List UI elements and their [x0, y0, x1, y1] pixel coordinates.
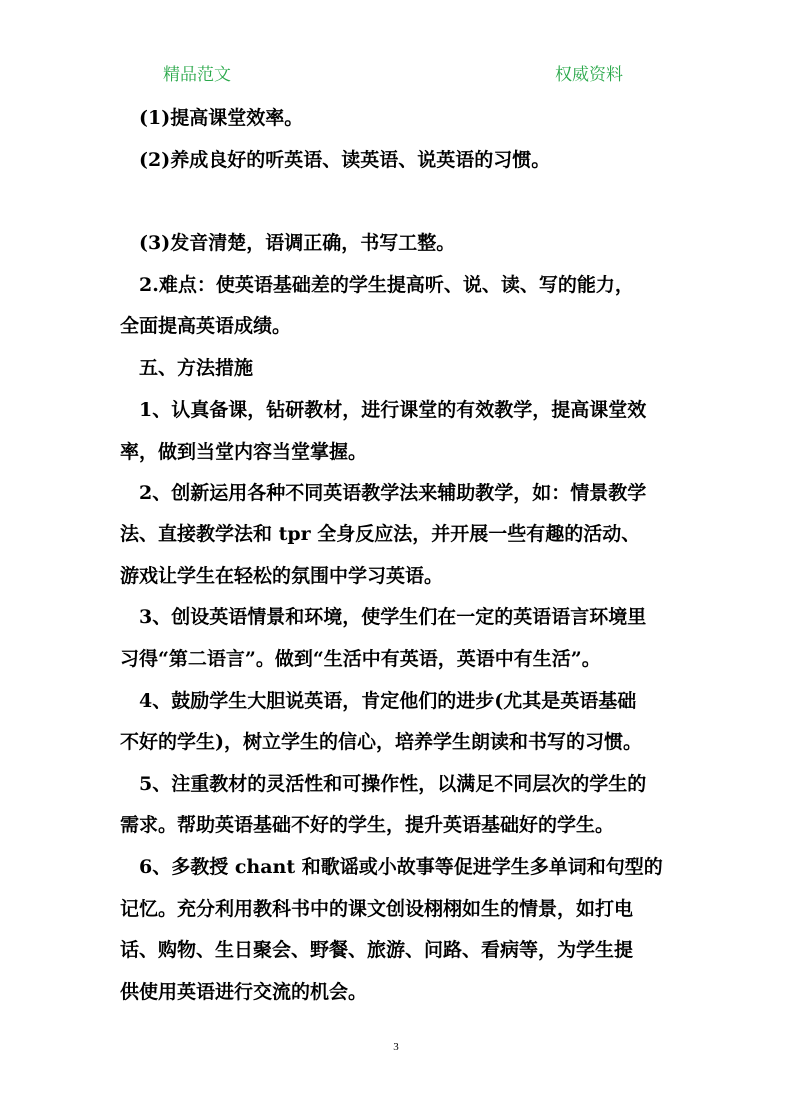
text-line: 全面提高英语成绩。 — [120, 315, 292, 337]
text-line: (3)发音清楚，语调正确，书写工整。 — [120, 232, 456, 254]
text-line: (1)提高课堂效率。 — [120, 107, 304, 129]
header-right-label: 权威资料 — [555, 65, 623, 85]
section-heading: 五、方法措施 — [120, 357, 254, 379]
text-line: 2、创新运用各种不同英语教学法来辅助教学，如：情景教学 — [120, 482, 647, 504]
text-line: 6、多教授 chant 和歌谣或小故事等促进学生多单词和句型的 — [120, 856, 663, 878]
text-line: 1、认真备课，钻研教材，进行课堂的有效教学，提高课堂效 — [120, 399, 647, 421]
header-left-label: 精品范文 — [163, 65, 231, 85]
text-line: 游戏让学生在轻松的氛围中学习英语。 — [120, 565, 444, 587]
text-line: 2.难点：使英语基础差的学生提高听、说、读、写的能力， — [120, 274, 634, 296]
text-line: 供使用英语进行交流的机会。 — [120, 981, 368, 1003]
text-line: 需求。帮助英语基础不好的学生，提升英语基础好的学生。 — [120, 814, 615, 836]
text-line: 习得“第二语言”。做到“生活中有英语，英语中有生活”。 — [120, 648, 601, 670]
page-number: 3 — [393, 1041, 399, 1053]
text-line: (2)养成良好的听英语、读英语、说英语的习惯。 — [120, 149, 551, 171]
text-line: 5、注重教材的灵活性和可操作性，以满足不同层次的学生的 — [120, 773, 647, 795]
text-line: 率，做到当堂内容当堂掌握。 — [120, 441, 368, 463]
text-line: 不好的学生)，树立学生的信心，培养学生朗读和书写的习惯。 — [120, 731, 642, 753]
text-line: 4、鼓励学生大胆说英语，肯定他们的进步(尤其是英语基础 — [120, 690, 637, 712]
text-line: 记忆。充分利用教科书中的课文创设栩栩如生的情景，如打电 — [120, 898, 634, 920]
text-line: 话、购物、生日聚会、野餐、旅游、问路、看病等，为学生提 — [120, 939, 634, 961]
text-line: 3、创设英语情景和环境，使学生们在一定的英语语言环境里 — [120, 606, 647, 628]
text-line: 法、直接教学法和 tpr 全身反应法，并开展一些有趣的活动、 — [120, 523, 641, 545]
